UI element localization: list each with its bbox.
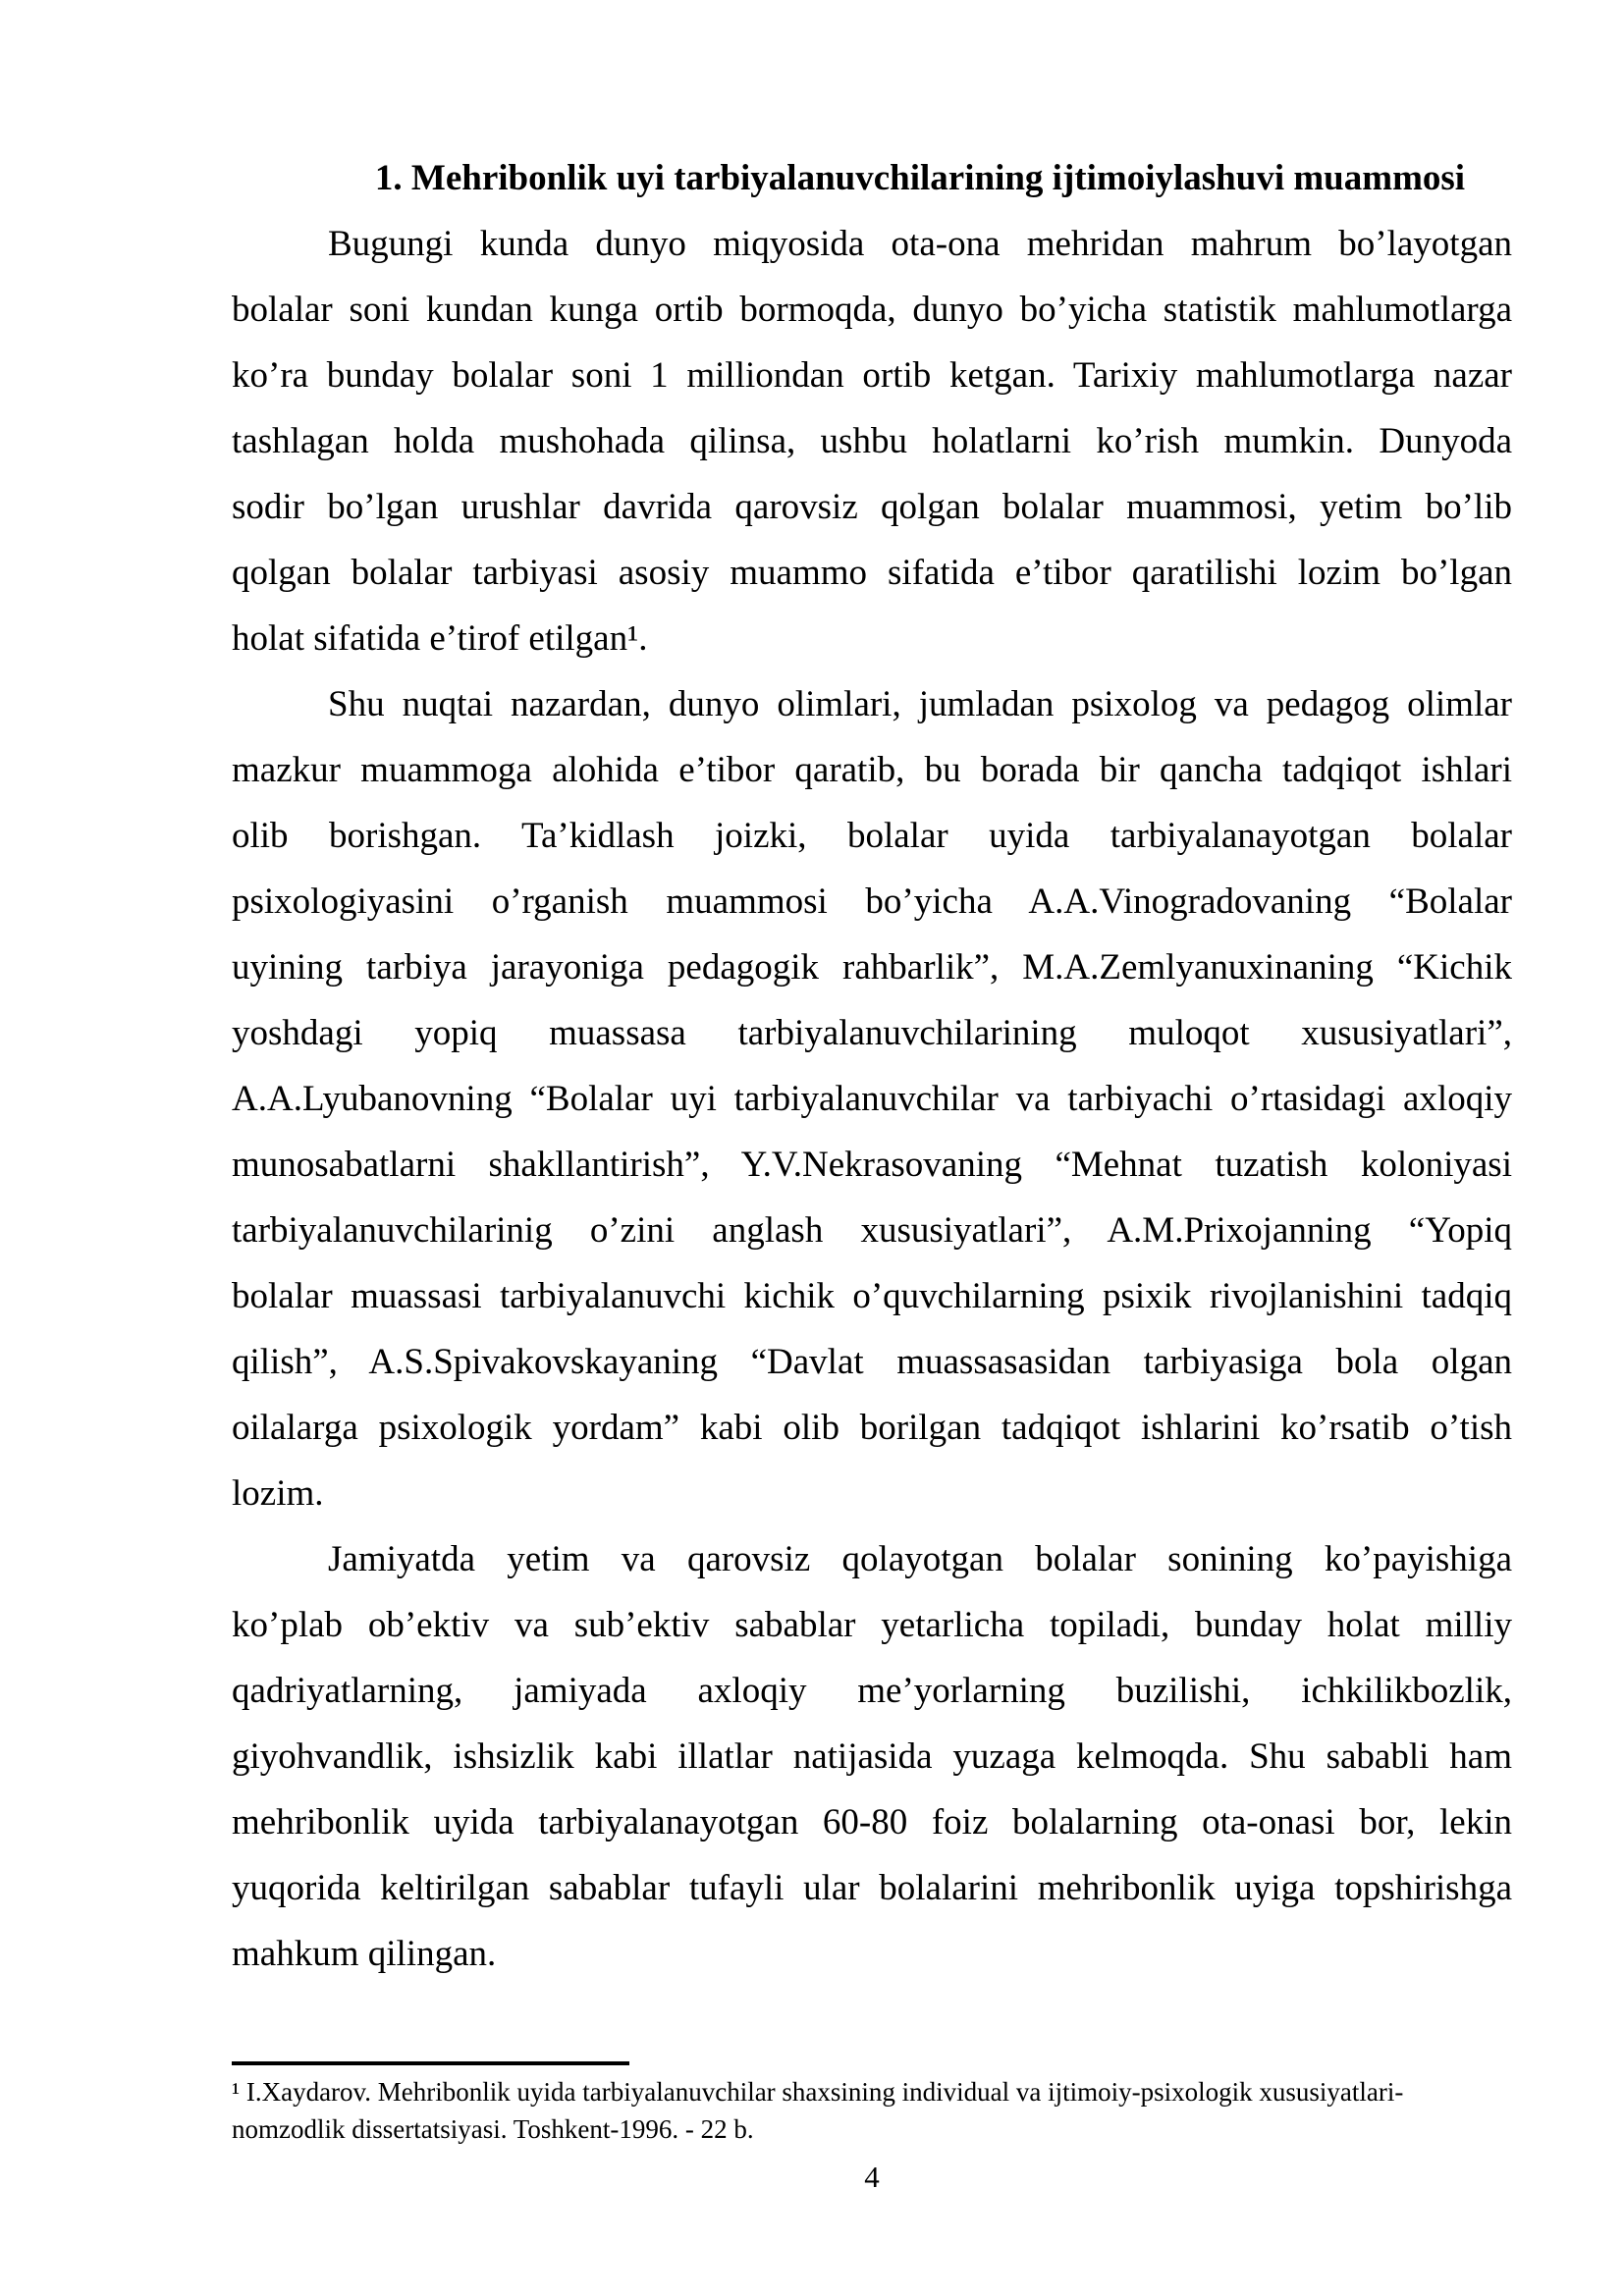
paragraph	[232, 211, 1512, 671]
page-number: 4	[864, 2160, 880, 2194]
text-line: qolgan bolalar tarbiyasi asosiy muammo sifatida e’tibor qaratilishi lozim bo’lgan	[232, 553, 1512, 593]
footnote	[232, 2073, 1512, 2148]
text-line: mahkum qilingan.	[232, 1934, 497, 1974]
text-line: olib borishgan. Ta’kidlash joizki, bolalar uyida tarbiyalanayotgan bolalar	[232, 816, 1512, 856]
text-line: sodir bo’lgan urushlar davrida qarovsiz qolgan bolalar muammosi, yetim bo’lib	[232, 487, 1512, 527]
text-line: bolalar muassasi tarbiyalanuvchi kichik o’quvchilarning psixik rivojlanishini tadqiq	[232, 1276, 1512, 1316]
text-line: ko’plab ob’ektiv va sub’ektiv sabablar yetarlicha topiladi, bunday holat milliy	[232, 1605, 1512, 1645]
text-line: tarbiyalanuvchilarinig o’zini anglash xususiyatlari”, A.M.Prixojanning “Yopiq	[232, 1210, 1512, 1251]
text-line: bolalar soni kundan kunga ortib bormoqda, dunyo bo’yicha statistik mahlumotlarga	[232, 290, 1512, 330]
text-line: uyining tarbiya jarayoniga pedagogik rahbarlik”, M.A.Zemlyanuxinaning “Kichik	[232, 947, 1512, 988]
footnote-line: ¹ I.Xaydarov. Mehribonlik uyida tarbiyalanuvchilar shaxsining individual va ijtimoiy-psixologik xususiyatlari-	[232, 2077, 1404, 2107]
section-heading: 1. Mehribonlik uyi tarbiyalanuvchilarining ijtimoiylashuvi muammosi	[374, 158, 1466, 198]
text-line: mehribonlik uyida tarbiyalanayotgan 60-80 foiz bolalarning ota-onasi bor, lekin	[232, 1802, 1512, 1842]
text-line: Shu nuqtai nazardan, dunyo olimlari, jumladan psixolog va pedagog olimlar	[328, 684, 1512, 724]
text-line: mazkur muammoga alohida e’tibor qaratib, bu borada bir qancha tadqiqot ishlari	[232, 750, 1512, 790]
text-line: Bugungi kunda dunyo miqyosida ota-ona mehridan mahrum bo’layotgan	[328, 224, 1512, 264]
text-line: yuqorida keltirilgan sabablar tufayli ular bolalarini mehribonlik uyiga topshirishga	[232, 1868, 1512, 1908]
footnote-line: nomzodlik dissertatsiyasi. Toshkent-1996. - 22 b.	[232, 2114, 754, 2144]
text-line: psixologiyasini o’rganish muammosi bo’yicha A.A.Vinogradovaning “Bolalar	[232, 881, 1512, 922]
paragraph	[232, 1526, 1512, 1987]
text-line: oilalarga psixologik yordam” kabi olib borilgan tadqiqot ishlarini ko’rsatib o’tish	[232, 1408, 1512, 1448]
text-line: munosabatlarni shakllantirish”, Y.V.Nekrasovaning “Mehnat tuzatish koloniyasi	[232, 1145, 1512, 1185]
text-line: ko’ra bunday bolalar soni 1 milliondan ortib ketgan. Tarixiy mahlumotlarga nazar	[232, 355, 1512, 396]
footnote-separator	[232, 2061, 629, 2065]
text-line: Jamiyatda yetim va qarovsiz qolayotgan bolalar sonining ko’payishiga	[328, 1539, 1512, 1579]
text-line: qilish”, A.S.Spivakovskayaning “Davlat muassasasidan tarbiyasiga bola olgan	[232, 1342, 1512, 1382]
document-body	[232, 145, 1512, 1987]
text-line: yoshdagi yopiq muassasa tarbiyalanuvchilarining muloqot xususiyatlari”,	[232, 1013, 1512, 1053]
text-line: lozim.	[232, 1473, 324, 1514]
paragraph	[232, 671, 1512, 1526]
text-line: tashlagan holda mushohada qilinsa, ushbu holatlarni ko’rish mumkin. Dunyoda	[232, 421, 1512, 461]
text-line: holat sifatida e’tirof etilgan¹.	[232, 618, 648, 659]
paragraphs-container	[232, 211, 1512, 1987]
text-line: qadriyatlarning, jamiyada axloqiy me’yorlarning buzilishi, ichkilikbozlik,	[232, 1671, 1512, 1711]
text-line: giyohvandlik, ishsizlik kabi illatlar natijasida yuzaga kelmoqda. Shu sababli ham	[232, 1736, 1512, 1777]
text-line: A.A.Lyubanovning “Bolalar uyi tarbiyalanuvchilar va tarbiyachi o’rtasidagi axloqiy	[232, 1079, 1512, 1119]
